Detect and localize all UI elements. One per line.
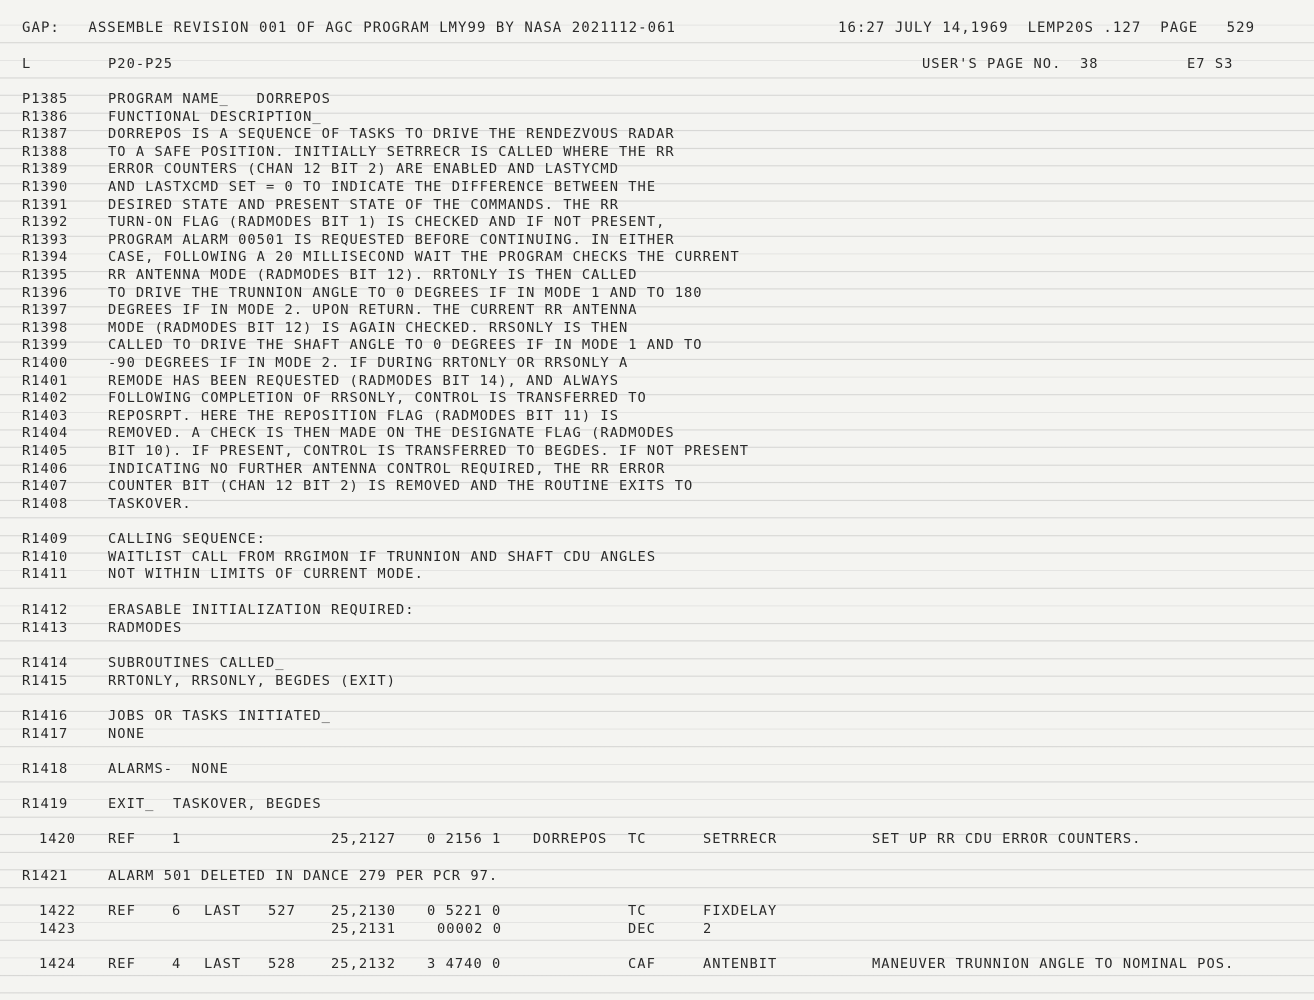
comment-line: TURN-ON FLAG (RADMODES BIT 1) IS CHECKED AND IF NOT PRESENT, [108, 214, 666, 231]
opcode: TC [628, 903, 647, 919]
comment-line: INDICATING NO FURTHER ANTENNA CONTROL REQUIRED, THE RR ERROR [108, 460, 666, 477]
octal-word: 00002 0 [437, 920, 503, 937]
line-number: R1414 [22, 655, 69, 671]
ref-keyword: REF [108, 831, 136, 847]
line-number: R1396 [22, 284, 69, 301]
line-number: R1419 [22, 796, 69, 812]
comment-line: FUNCTIONAL DESCRIPTION_ [108, 108, 322, 125]
code-comment: SET UP RR CDU ERROR COUNTERS. [872, 831, 1142, 847]
line-number: R1392 [22, 214, 69, 231]
line-number: R1407 [22, 478, 69, 495]
comment-line: DESIRED STATE AND PRESENT STATE OF THE COMMANDS. THE RR [108, 196, 619, 213]
line-number: R1415 [22, 672, 69, 689]
comment-line: ALARM 501 DELETED IN DANCE 279 PER PCR 97. [108, 868, 499, 884]
address: 25,2130 [331, 903, 397, 919]
comment-line: CASE, FOLLOWING A 20 MILLISECOND WAIT THE PROGRAM CHECKS THE CURRENT [108, 249, 740, 266]
line-number: 1423 [39, 920, 76, 937]
comment-line: WAITLIST CALL FROM RRGIMON IF TRUNNION AND SHAFT CDU ANGLES [108, 548, 657, 565]
comment-line: NONE [108, 725, 146, 742]
comment-line: DEGREES IF IN MODE 2. UPON RETURN. THE CURRENT RR ANTENNA [108, 302, 638, 319]
octal-word: 0 5221 0 [427, 903, 502, 919]
operand: FIXDELAY [703, 903, 778, 919]
comment-line: DORREPOS IS A SEQUENCE OF TASKS TO DRIVE THE RENDEZVOUS RADAR [108, 126, 675, 143]
comment-line: EXIT_ TASKOVER, BEGDES [108, 796, 322, 812]
line-number: R1402 [22, 390, 69, 407]
line-number: R1401 [22, 372, 69, 389]
line-number: R1416 [22, 708, 69, 724]
line-number: R1397 [22, 302, 69, 319]
opcode: TC [628, 831, 647, 847]
comment-line: AND LASTXCMD SET = 0 TO INDICATE THE DIFFERENCE BETWEEN THE [108, 179, 657, 195]
line-number: R1387 [22, 126, 69, 143]
line-number: R1417 [22, 725, 69, 742]
user-page-number: USER'S PAGE NO. 38 [922, 56, 1099, 72]
comment-line: REPOSRPT. HERE THE REPOSITION FLAG (RADMODES BIT 11) IS [108, 407, 619, 424]
line-number: P1385 [22, 91, 69, 107]
last-page: 528 [268, 956, 296, 972]
comment-line: TASKOVER. [108, 495, 192, 512]
comment-line: BIT 10). IF PRESENT, CONTROL IS TRANSFERRED TO BEGDES. IF NOT PRESENT [108, 443, 750, 459]
line-number: R1411 [22, 566, 69, 583]
comment-line: SUBROUTINES CALLED_ [108, 655, 285, 671]
operand: SETRRECR [703, 831, 778, 847]
line-number: R1408 [22, 495, 69, 512]
line-number: R1409 [22, 531, 69, 547]
comment-line: REMOVED. A CHECK IS THEN MADE ON THE DESIGNATE FLAG (RADMODES [108, 425, 675, 442]
operand: 2 [703, 920, 713, 937]
comment-line: FOLLOWING COMPLETION OF RRSONLY, CONTROL IS TRANSFERRED TO [108, 390, 647, 407]
line-number: R1412 [22, 602, 69, 618]
line-number: R1404 [22, 425, 69, 442]
address: 25,2132 [331, 956, 397, 972]
ref-count: 6 [172, 903, 182, 919]
operand: ANTENBIT [703, 956, 778, 972]
line-number: 1420 [39, 831, 76, 847]
symbol-label: DORREPOS [533, 831, 608, 847]
line-number: R1394 [22, 249, 69, 266]
line-number: R1388 [22, 143, 69, 160]
line-number: R1410 [22, 548, 69, 565]
comment-line: COUNTER BIT (CHAN 12 BIT 2) IS REMOVED AND THE ROUTINE EXITS TO [108, 478, 694, 495]
line-number: R1393 [22, 231, 69, 248]
line-number: R1418 [22, 761, 69, 777]
line-number: R1395 [22, 267, 69, 283]
line-number: 1422 [39, 903, 76, 919]
line-number: R1400 [22, 355, 69, 371]
line-number: R1398 [22, 319, 69, 336]
opcode: CAF [628, 956, 656, 972]
comment-line: RADMODES [108, 619, 183, 636]
line-number: R1391 [22, 196, 69, 213]
comment-line: RRTONLY, RRSONLY, BEGDES (EXIT) [108, 672, 397, 689]
comment-line: NOT WITHIN LIMITS OF CURRENT MODE. [108, 566, 424, 583]
ref-count: 4 [172, 956, 182, 972]
comment-line: -90 DEGREES IF IN MODE 2. IF DURING RRTONLY OR RRSONLY A [108, 355, 629, 371]
ref-keyword: REF [108, 956, 136, 972]
line-number: R1405 [22, 443, 69, 459]
subheader-code: E7 S3 [1187, 56, 1234, 72]
comment-line: REMODE HAS BEEN REQUESTED (RADMODES BIT 14), AND ALWAYS [108, 372, 619, 389]
last-keyword: LAST [204, 903, 242, 919]
line-number: 1424 [39, 956, 76, 972]
comment-line: MODE (RADMODES BIT 12) IS AGAIN CHECKED. RRSONLY IS THEN [108, 319, 629, 336]
comment-line: PROGRAM NAME_ DORREPOS [108, 91, 331, 107]
comment-line: ALARMS- NONE [108, 761, 229, 777]
subheader-section: P20-P25 [108, 56, 174, 72]
last-keyword: LAST [204, 956, 242, 972]
line-number: R1406 [22, 460, 69, 477]
address: 25,2127 [331, 831, 397, 847]
comment-line: RR ANTENNA MODE (RADMODES BIT 12). RRTONLY IS THEN CALLED [108, 267, 638, 283]
last-page: 527 [268, 903, 296, 919]
code-comment: MANEUVER TRUNNION ANGLE TO NOMINAL POS. [872, 956, 1235, 972]
comment-line: ERASABLE INITIALIZATION REQUIRED: [108, 602, 415, 618]
listing-header-timestamp: 16:27 JULY 14,1969 LEMP20S .127 PAGE 529 [838, 20, 1256, 36]
opcode: DEC [628, 920, 656, 937]
line-number: R1386 [22, 108, 69, 125]
comment-line: ERROR COUNTERS (CHAN 12 BIT 2) ARE ENABLED AND LASTYCMD [108, 161, 619, 178]
comment-line: PROGRAM ALARM 00501 IS REQUESTED BEFORE CONTINUING. IN EITHER [108, 231, 675, 248]
comment-line: CALLING SEQUENCE: [108, 531, 266, 547]
comment-line: TO A SAFE POSITION. INITIALLY SETRRECR IS CALLED WHERE THE RR [108, 143, 675, 160]
line-number: R1413 [22, 619, 69, 636]
ref-keyword: REF [108, 903, 136, 919]
ref-count: 1 [172, 831, 182, 847]
line-number: R1390 [22, 179, 69, 195]
line-number: R1403 [22, 407, 69, 424]
subheader-l: L [22, 56, 32, 72]
comment-line: JOBS OR TASKS INITIATED_ [108, 708, 331, 724]
listing-header-title: GAP: ASSEMBLE REVISION 001 OF AGC PROGRAM LMY99 BY NASA 2021112-061 [22, 20, 677, 36]
comment-line: CALLED TO DRIVE THE SHAFT ANGLE TO 0 DEGREES IF IN MODE 1 AND TO [108, 337, 703, 354]
octal-word: 0 2156 1 [427, 831, 502, 847]
comment-line: TO DRIVE THE TRUNNION ANGLE TO 0 DEGREES IF IN MODE 1 AND TO 180 [108, 284, 703, 301]
line-number: R1421 [22, 868, 69, 884]
line-number: R1399 [22, 337, 69, 354]
line-number: R1389 [22, 161, 69, 178]
octal-word: 3 4740 0 [427, 956, 502, 972]
address: 25,2131 [331, 920, 397, 937]
